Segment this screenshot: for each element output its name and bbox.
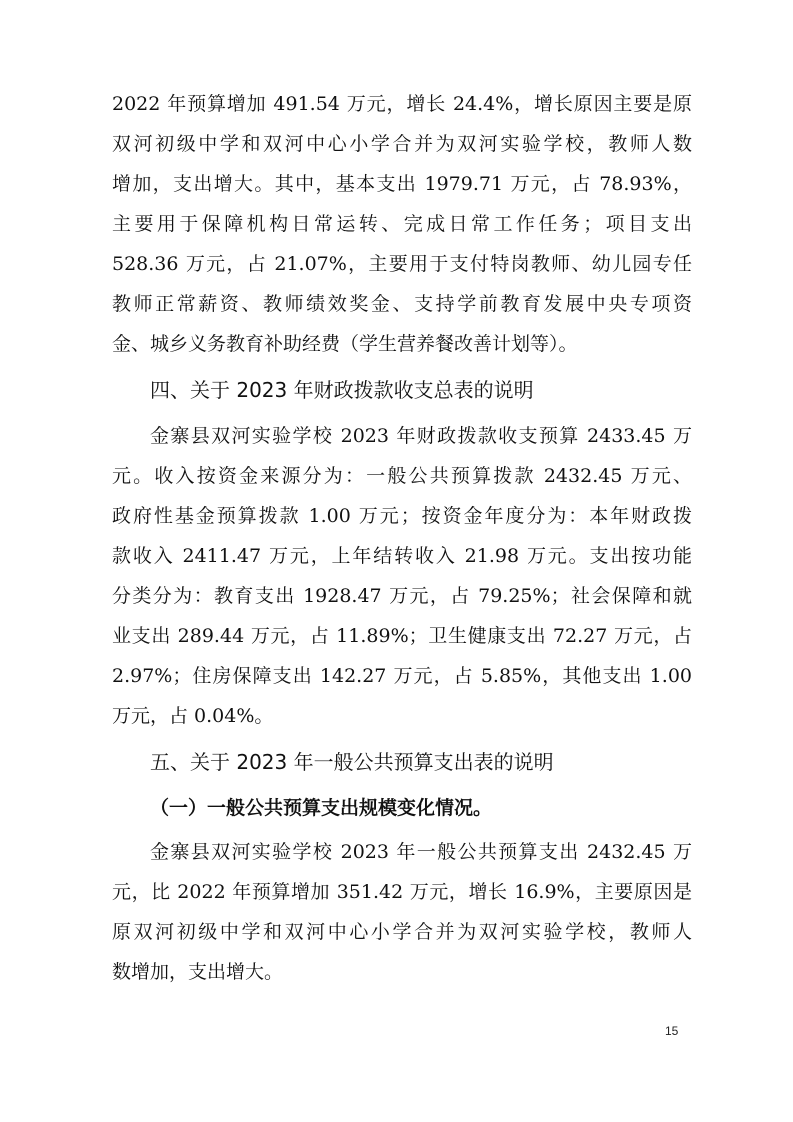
paragraph-line: 政府性基金预算拨款 1.00 万元；按资金年度分为：本年财政拨 — [112, 505, 692, 527]
section-5-paragraph — [112, 832, 692, 992]
paragraph-line: 金寨县双河实验学校 2023 年一般公共预算支出 2432.45 万 — [150, 841, 692, 863]
paragraph-line: 金寨县双河实验学校 2023 年财政拨款收支预算 2433.45 万 — [150, 425, 692, 447]
paragraph-line: 增加，支出增大。其中，基本支出 1979.71 万元，占 78.93%， — [112, 173, 692, 195]
paragraph-line: 2022 年预算增加 491.54 万元，增长 24.4%，增长原因主要是原 — [112, 93, 692, 115]
paragraph-line: 原双河初级中学和双河中心小学合并为双河实验学校，教师人 — [112, 921, 692, 943]
document-body — [112, 84, 692, 992]
section-4-paragraph — [112, 416, 692, 736]
paragraph-continuation — [112, 84, 692, 364]
paragraph-line: 元。收入按资金来源分为：一般公共预算拨款 2432.45 万元、 — [112, 465, 692, 487]
paragraph-line: 数增加，支出增大。 — [112, 961, 284, 983]
paragraph-line: 528.36 万元，占 21.07%，主要用于支付特岗教师、幼儿园专任 — [112, 253, 692, 275]
paragraph-line: 教师正常薪资、教师绩效奖金、支持学前教育发展中央专项资 — [112, 293, 692, 315]
paragraph-line: 2.97%；住房保障支出 142.27 万元，占 5.85%，其他支出 1.00 — [112, 665, 692, 687]
paragraph-line: 款收入 2411.47 万元，上年结转收入 21.98 万元。支出按功能 — [112, 545, 692, 567]
section-4-heading: 四、关于 2023 年财政拨款收支总表的说明 — [150, 378, 534, 402]
page-number: 15 — [665, 1024, 679, 1038]
section-5-heading: 五、关于 2023 年一般公共预算支出表的说明 — [150, 750, 554, 774]
paragraph-line: 双河初级中学和双河中心小学合并为双河实验学校，教师人数 — [112, 133, 692, 155]
section-5-subheading: （一）一般公共预算支出规模变化情况。 — [150, 797, 493, 819]
paragraph-line: 万元，占 0.04%。 — [112, 705, 274, 727]
paragraph-line: 主要用于保障机构日常运转、完成日常工作任务；项目支出 — [112, 213, 692, 235]
paragraph-line: 分类分为：教育支出 1928.47 万元，占 79.25%；社会保障和就 — [112, 585, 692, 607]
paragraph-line: 业支出 289.44 万元，占 11.89%；卫生健康支出 72.27 万元，占 — [112, 625, 692, 647]
paragraph-line: 元，比 2022 年预算增加 351.42 万元，增长 16.9%，主要原因是 — [112, 881, 692, 903]
paragraph-line: 金、城乡义务教育补助经费（学生营养餐改善计划等）。 — [112, 333, 578, 355]
